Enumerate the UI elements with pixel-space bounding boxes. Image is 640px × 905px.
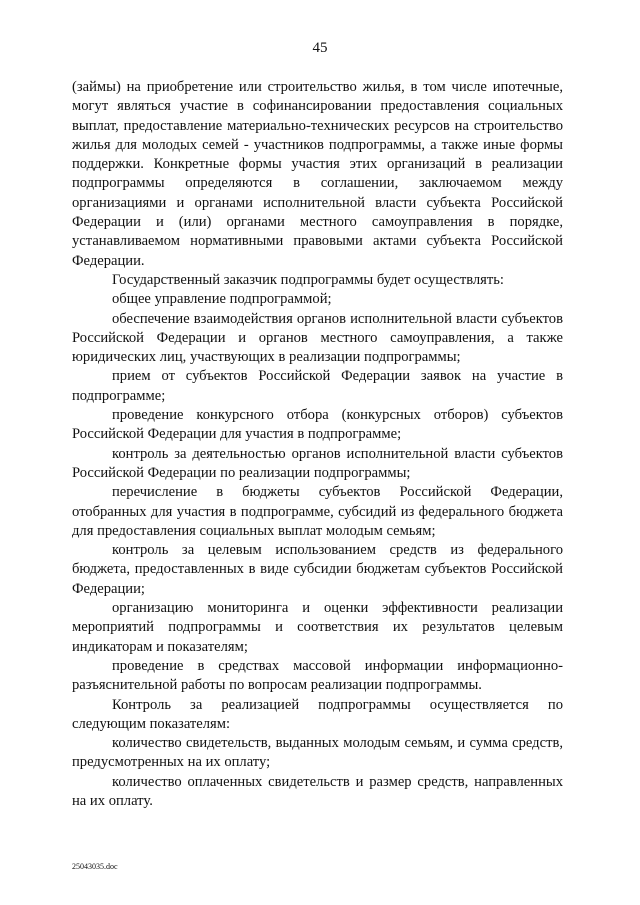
paragraph: перечисление в бюджеты субъектов Российской Федерации, отобранных для участия в подпрограмме, субсидий из федерального бюджета для предоставления социальных выплат молодым семьям; bbox=[72, 484, 563, 539]
paragraph: общее управление подпрограммой; bbox=[112, 291, 332, 308]
paragraph: (займы) на приобретение или строительство жилья, в том числе ипотечные, могут являться участие в софинансировании предоставления социальных выплат, предоставление материально-технических ресурсов на строительство жилья для молодых семей - участников подпрограммы, а также иные формы поддержки. Конкретные формы участия этих организаций в реализации подпрограммы определяются в соглашении, заключаемом между организациями и органами исполнительной власти субъекта Российской Федерации и (или) органами местного самоуправления в порядке, устанавливаемом нормативными правовыми актами субъекта Российской Федерации. bbox=[72, 79, 563, 269]
paragraph: контроль за деятельностью органов исполнительной власти субъектов Российской Федерации по реализации подпрограммы; bbox=[72, 445, 563, 481]
paragraph: организацию мониторинга и оценки эффективности реализации мероприятий подпрограммы и соответствия их результатов целевым индикаторам и показателям; bbox=[72, 600, 563, 655]
page-number: 45 bbox=[312, 40, 328, 56]
paragraph: обеспечение взаимодействия органов исполнительной власти субъектов Российской Федерации и органов местного самоуправления, а также юридических лиц, участвующих в реализации подпрограммы; bbox=[72, 310, 563, 366]
paragraph: проведение в средствах массовой информации информационно-разъяснительной работы по вопросам реализации подпрограммы. bbox=[72, 657, 563, 694]
paragraph: Контроль за реализацией подпрограммы осуществляется по следующим показателям: bbox=[72, 696, 563, 732]
paragraph: проведение конкурсного отбора (конкурсных отборов) субъектов Российской Федерации для участия в подпрограмме; bbox=[72, 407, 563, 443]
paragraph: прием от субъектов Российской Федерации заявок на участие в подпрограмме; bbox=[72, 368, 563, 404]
file-name-footer: 25043035.doc bbox=[72, 862, 118, 871]
paragraph: Государственный заказчик подпрограммы будет осуществлять: bbox=[112, 271, 504, 288]
paragraph: количество оплаченных свидетельств и размер средств, направленных на их оплату. bbox=[72, 773, 563, 809]
document-body bbox=[72, 78, 563, 811]
paragraph: контроль за целевым использованием средств из федерального бюджета, предоставленных в виде субсидии бюджетам субъектов Российской Федерации; bbox=[72, 542, 563, 597]
paragraph: количество свидетельств, выданных молодым семьям, и сумма средств, предусмотренных на их оплату; bbox=[72, 735, 563, 771]
